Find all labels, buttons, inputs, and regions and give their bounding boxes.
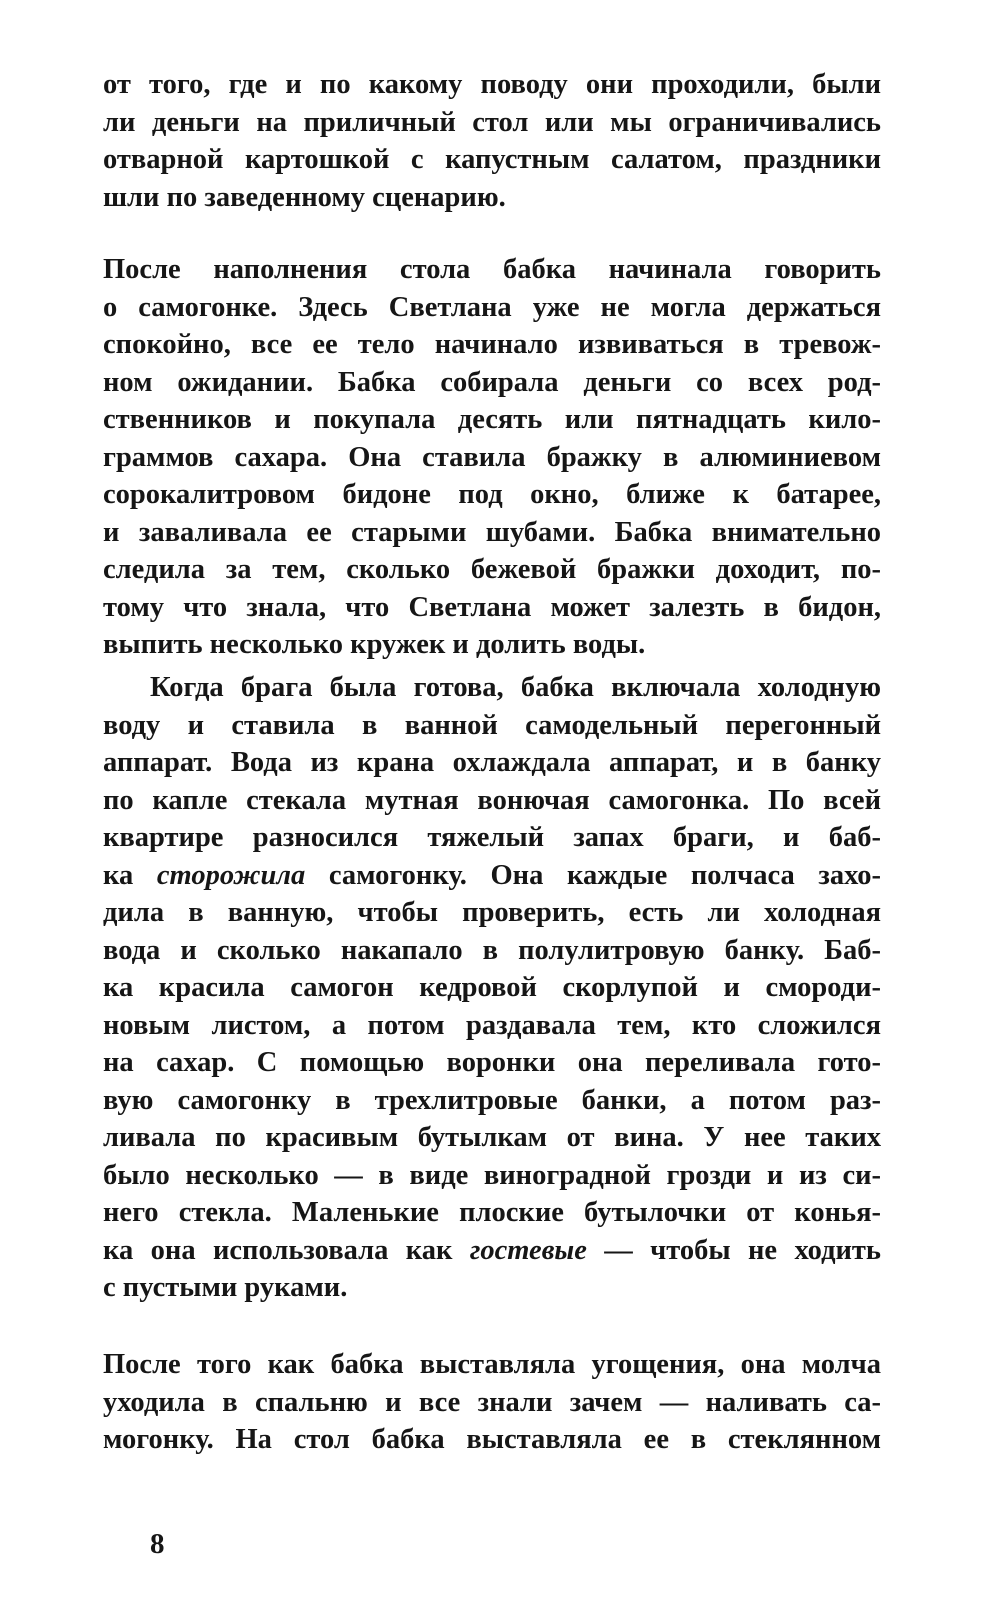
text-segment: на сахар. С помощью воронки она переливала гото- xyxy=(103,1047,881,1078)
text-line xyxy=(103,1386,881,1420)
text-line xyxy=(103,859,881,893)
text-line xyxy=(103,934,881,968)
text-segment: квартире разносился тяжелый запах браги, и баб- xyxy=(103,822,881,853)
text-line xyxy=(103,441,881,475)
text-segment: шли по заведенному сценарию. xyxy=(103,181,506,213)
text-segment: воду и ставила в ванной самодельный перегонный xyxy=(103,709,881,741)
text-line xyxy=(103,1234,881,1268)
text-line xyxy=(150,671,881,705)
text-segment: ка xyxy=(103,859,157,891)
text-segment: ственников и покупала десять или пятнадцать кило- xyxy=(103,404,881,435)
text-segment: тому что знала, что Светлана может залезть в бидон, xyxy=(103,591,881,623)
text-line xyxy=(103,1046,881,1080)
text-line xyxy=(103,181,881,215)
text-line xyxy=(103,403,881,437)
text-segment: могонку. На стол бабка выставляла ее в стеклянном xyxy=(103,1424,881,1455)
text-segment: выпить несколько кружек и долить воды. xyxy=(103,629,646,660)
text-line xyxy=(103,366,881,400)
text-segment: ка она использовала как xyxy=(103,1234,470,1266)
text-line xyxy=(103,291,881,325)
text-segment: ли деньги на приличный стол или мы ограничивались xyxy=(103,106,881,138)
text-segment: ном ожидании. Бабка собирала деньги со всех род- xyxy=(103,366,881,398)
text-line xyxy=(103,516,881,550)
text-line xyxy=(103,1423,881,1457)
text-line xyxy=(103,1348,881,1382)
text-segment: и заваливала ее старыми шубами. Бабка внимательно xyxy=(103,516,881,548)
text-line xyxy=(103,1009,881,1043)
text-line xyxy=(103,591,881,625)
text-segment: уходила в спальню и все знали зачем — наливать са- xyxy=(103,1386,881,1418)
text-segment: по капле стекала мутная вонючая самогонка. По всей xyxy=(103,784,881,816)
text-segment: — чтобы не ходить xyxy=(586,1234,881,1266)
text-line xyxy=(103,143,881,177)
text-line xyxy=(103,1159,881,1193)
text-line xyxy=(103,1084,881,1118)
text-segment: о самогонке. Здесь Светлана уже не могла держаться xyxy=(103,291,881,323)
text-segment: ливала по красивым бутылкам от вина. У нее таких xyxy=(103,1122,881,1153)
text-segment: было несколько — в виде виноградной грозди и из си- xyxy=(103,1159,881,1191)
text-line xyxy=(103,896,881,930)
text-segment: аппарат. Вода из крана охлаждала аппарат, и в банку xyxy=(103,747,881,778)
text-line xyxy=(103,709,881,743)
text-line xyxy=(103,106,881,140)
italic-text: гостевые xyxy=(469,1234,587,1266)
text-segment: отварной картошкой с капустным салатом, праздники xyxy=(103,144,881,175)
text-segment: После того как бабка выставляла угощения, она молча xyxy=(103,1349,881,1380)
text-segment: спокойно, все ее тело начинало извиваться в тревож- xyxy=(103,329,881,360)
text-segment: сорокалитровом бидоне под окно, ближе к батарее, xyxy=(103,479,881,510)
text-segment: вода и сколько накапало в полулитровую банку. Баб- xyxy=(103,934,881,966)
text-segment: с пустыми руками. xyxy=(103,1272,348,1303)
text-segment: него стекла. Маленькие плоские бутылочки от конья- xyxy=(103,1197,881,1228)
text-segment: следила за тем, сколько бежевой бражки доходит, по- xyxy=(103,554,881,585)
text-line xyxy=(103,821,881,855)
text-line xyxy=(103,628,881,662)
text-line xyxy=(103,328,881,362)
text-segment: вую самогонку в трехлитровые банки, а потом раз- xyxy=(103,1084,881,1116)
text-segment: самогонку. Она каждые полчаса захо- xyxy=(305,859,881,891)
text-line xyxy=(103,68,881,102)
text-segment: новым листом, а потом раздавала тем, кто сложился xyxy=(103,1009,881,1041)
text-line xyxy=(103,746,881,780)
text-segment: Когда брага была готова, бабка включала холодную xyxy=(150,672,881,703)
text-line xyxy=(103,553,881,587)
text-line xyxy=(103,971,881,1005)
text-line xyxy=(103,1271,881,1305)
italic-text: сторожила xyxy=(156,859,306,891)
text-line xyxy=(103,253,881,287)
text-segment: дила в ванную, чтобы проверить, есть ли холодная xyxy=(103,897,881,928)
page-number: 8 xyxy=(150,1528,165,1560)
text-line xyxy=(103,1121,881,1155)
text-segment: ка красила самогон кедровой скорлупой и смороди- xyxy=(103,972,881,1003)
text-segment: граммов сахара. Она ставила бражку в алюминиевом xyxy=(103,441,881,473)
text-segment: от того, где и по какому поводу они проходили, были xyxy=(103,69,881,100)
text-line xyxy=(103,784,881,818)
text-line xyxy=(103,1196,881,1230)
text-segment: После наполнения стола бабка начинала говорить xyxy=(103,254,881,285)
text-line xyxy=(103,478,881,512)
